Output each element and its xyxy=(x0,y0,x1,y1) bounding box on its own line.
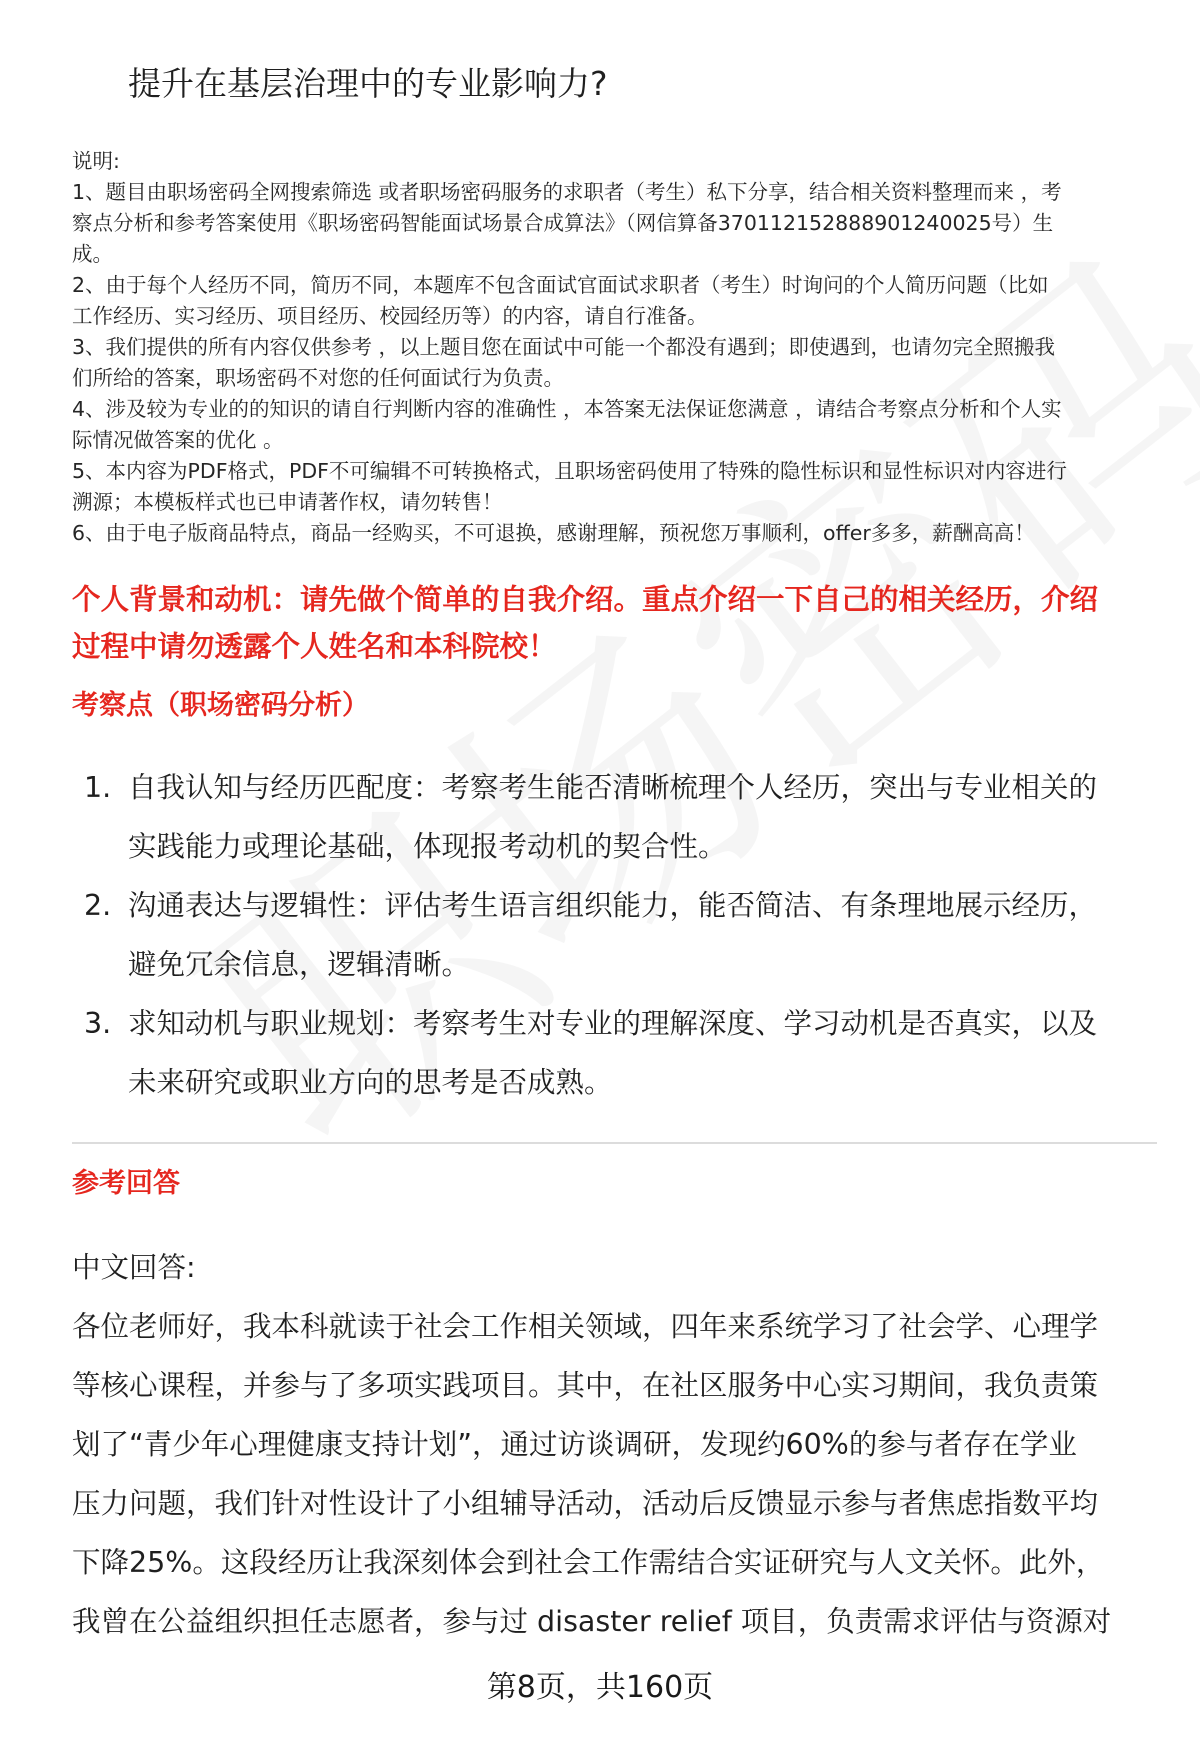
page-title: 提升在基层治理中的专业影响力? xyxy=(128,64,608,103)
list-number: 3. xyxy=(84,1007,112,1040)
notes-line: 们所给的答案，职场密码不对您的任何面试行为负责。 xyxy=(72,366,564,390)
answer-line: 划了“青少年心理健康支持计划”，通过访谈调研，发现约60%的参与者存在学业 xyxy=(72,1428,1077,1461)
answer-label: 中文回答: xyxy=(72,1251,196,1284)
notes-line: 察点分析和参考答案使用《职场密码智能面试场景合成算法》（网信算备370112152888901240025号）生 xyxy=(72,211,1054,235)
list-item-line: 实践能力或理论基础，体现报考动机的契合性。 xyxy=(128,830,727,863)
notes-heading: 说明: xyxy=(72,149,120,173)
answer-line: 压力问题，我们针对性设计了小组辅导活动，活动后反馈显示参与者焦虑指数平均 xyxy=(72,1487,1099,1520)
notes-line: 6、由于电子版商品特点，商品一经购买，不可退换，感谢理解，预祝您万事顺利，offer多多，薪酬高高！ xyxy=(72,521,1035,545)
section-divider xyxy=(72,1142,1157,1144)
list-number: 1. xyxy=(84,771,112,804)
reference-answer xyxy=(72,1238,1157,1651)
assessment-points-heading: 考察点（职场密码分析） xyxy=(72,690,369,721)
list-item xyxy=(84,994,1164,1112)
list-item-line: 避免冗余信息，逻辑清晰。 xyxy=(128,948,471,981)
reference-answer-heading: 参考回答 xyxy=(72,1168,180,1199)
answer-line: 我曾在公益组织担任志愿者，参与过 disaster relief 项目，负责需求评估与资源对 xyxy=(72,1605,1112,1638)
page-number-footer: 第8页，共160页 xyxy=(486,1670,714,1705)
list-item-line: 求知动机与职业规划：考察考生对专业的理解深度、学习动机是否真实，以及 xyxy=(128,1007,1098,1040)
answer-line: 各位老师好，我本科就读于社会工作相关领域，四年来系统学习了社会学、心理学 xyxy=(72,1310,1099,1343)
notes-line: 5、本内容为PDF格式，PDF不可编辑不可转换格式，且职场密码使用了特殊的隐性标识和显性标识对内容进行 xyxy=(72,459,1067,483)
question-line: 个人背景和动机：请先做个简单的自我介绍。重点介绍一下自己的相关经历，介绍 xyxy=(72,583,1099,616)
list-number: 2. xyxy=(84,889,112,922)
question-line: 过程中请勿透露个人姓名和本科院校！ xyxy=(72,630,557,663)
notes-line: 溯源；本模板样式也已申请著作权，请勿转售！ xyxy=(72,490,503,514)
list-item xyxy=(84,758,1164,876)
interview-question xyxy=(72,576,1152,670)
notes-line: 工作经历、实习经历、项目经历、校园经历等）的内容，请自行准备。 xyxy=(72,304,708,328)
list-item xyxy=(84,876,1164,994)
notes-line: 1、题目由职场密码全网搜索筛选 或者职场密码服务的求职者（考生）私下分享，结合相关资料整理而来 ，考 xyxy=(72,180,1062,204)
answer-line: 下降25%。这段经历让我深刻体会到社会工作需结合实证研究与人文关怀。此外， xyxy=(72,1546,1105,1579)
notes-line: 4、涉及较为专业的的知识的请自行判断内容的准确性 ，本答案无法保证您满意 ，请结合考察点分析和个人实 xyxy=(72,397,1062,421)
list-item-line: 自我认知与经历匹配度：考察考生能否清晰梳理个人经历，突出与专业相关的 xyxy=(128,771,1098,804)
answer-line: 等核心课程，并参与了多项实践项目。其中，在社区服务中心实习期间，我负责策 xyxy=(72,1369,1099,1402)
notes-line: 3、我们提供的所有内容仅供参考 ，以上题目您在面试中可能一个都没有遇到；即使遇到，也请勿完全照搬我 xyxy=(72,335,1056,359)
notes-line: 际情况做答案的优化 。 xyxy=(72,428,284,452)
notes-section xyxy=(72,146,1162,549)
notes-line: 2、由于每个人经历不同，简历不同，本题库不包含面试官面试求职者（考生）时询问的个人简历问题（比如 xyxy=(72,273,1049,297)
list-item-line: 沟通表达与逻辑性：评估考生语言组织能力，能否简洁、有条理地展示经历， xyxy=(128,889,1098,922)
list-item-line: 未来研究或职业方向的思考是否成熟。 xyxy=(128,1066,613,1099)
assessment-points-list xyxy=(84,758,1164,1112)
notes-line: 成。 xyxy=(72,242,113,266)
